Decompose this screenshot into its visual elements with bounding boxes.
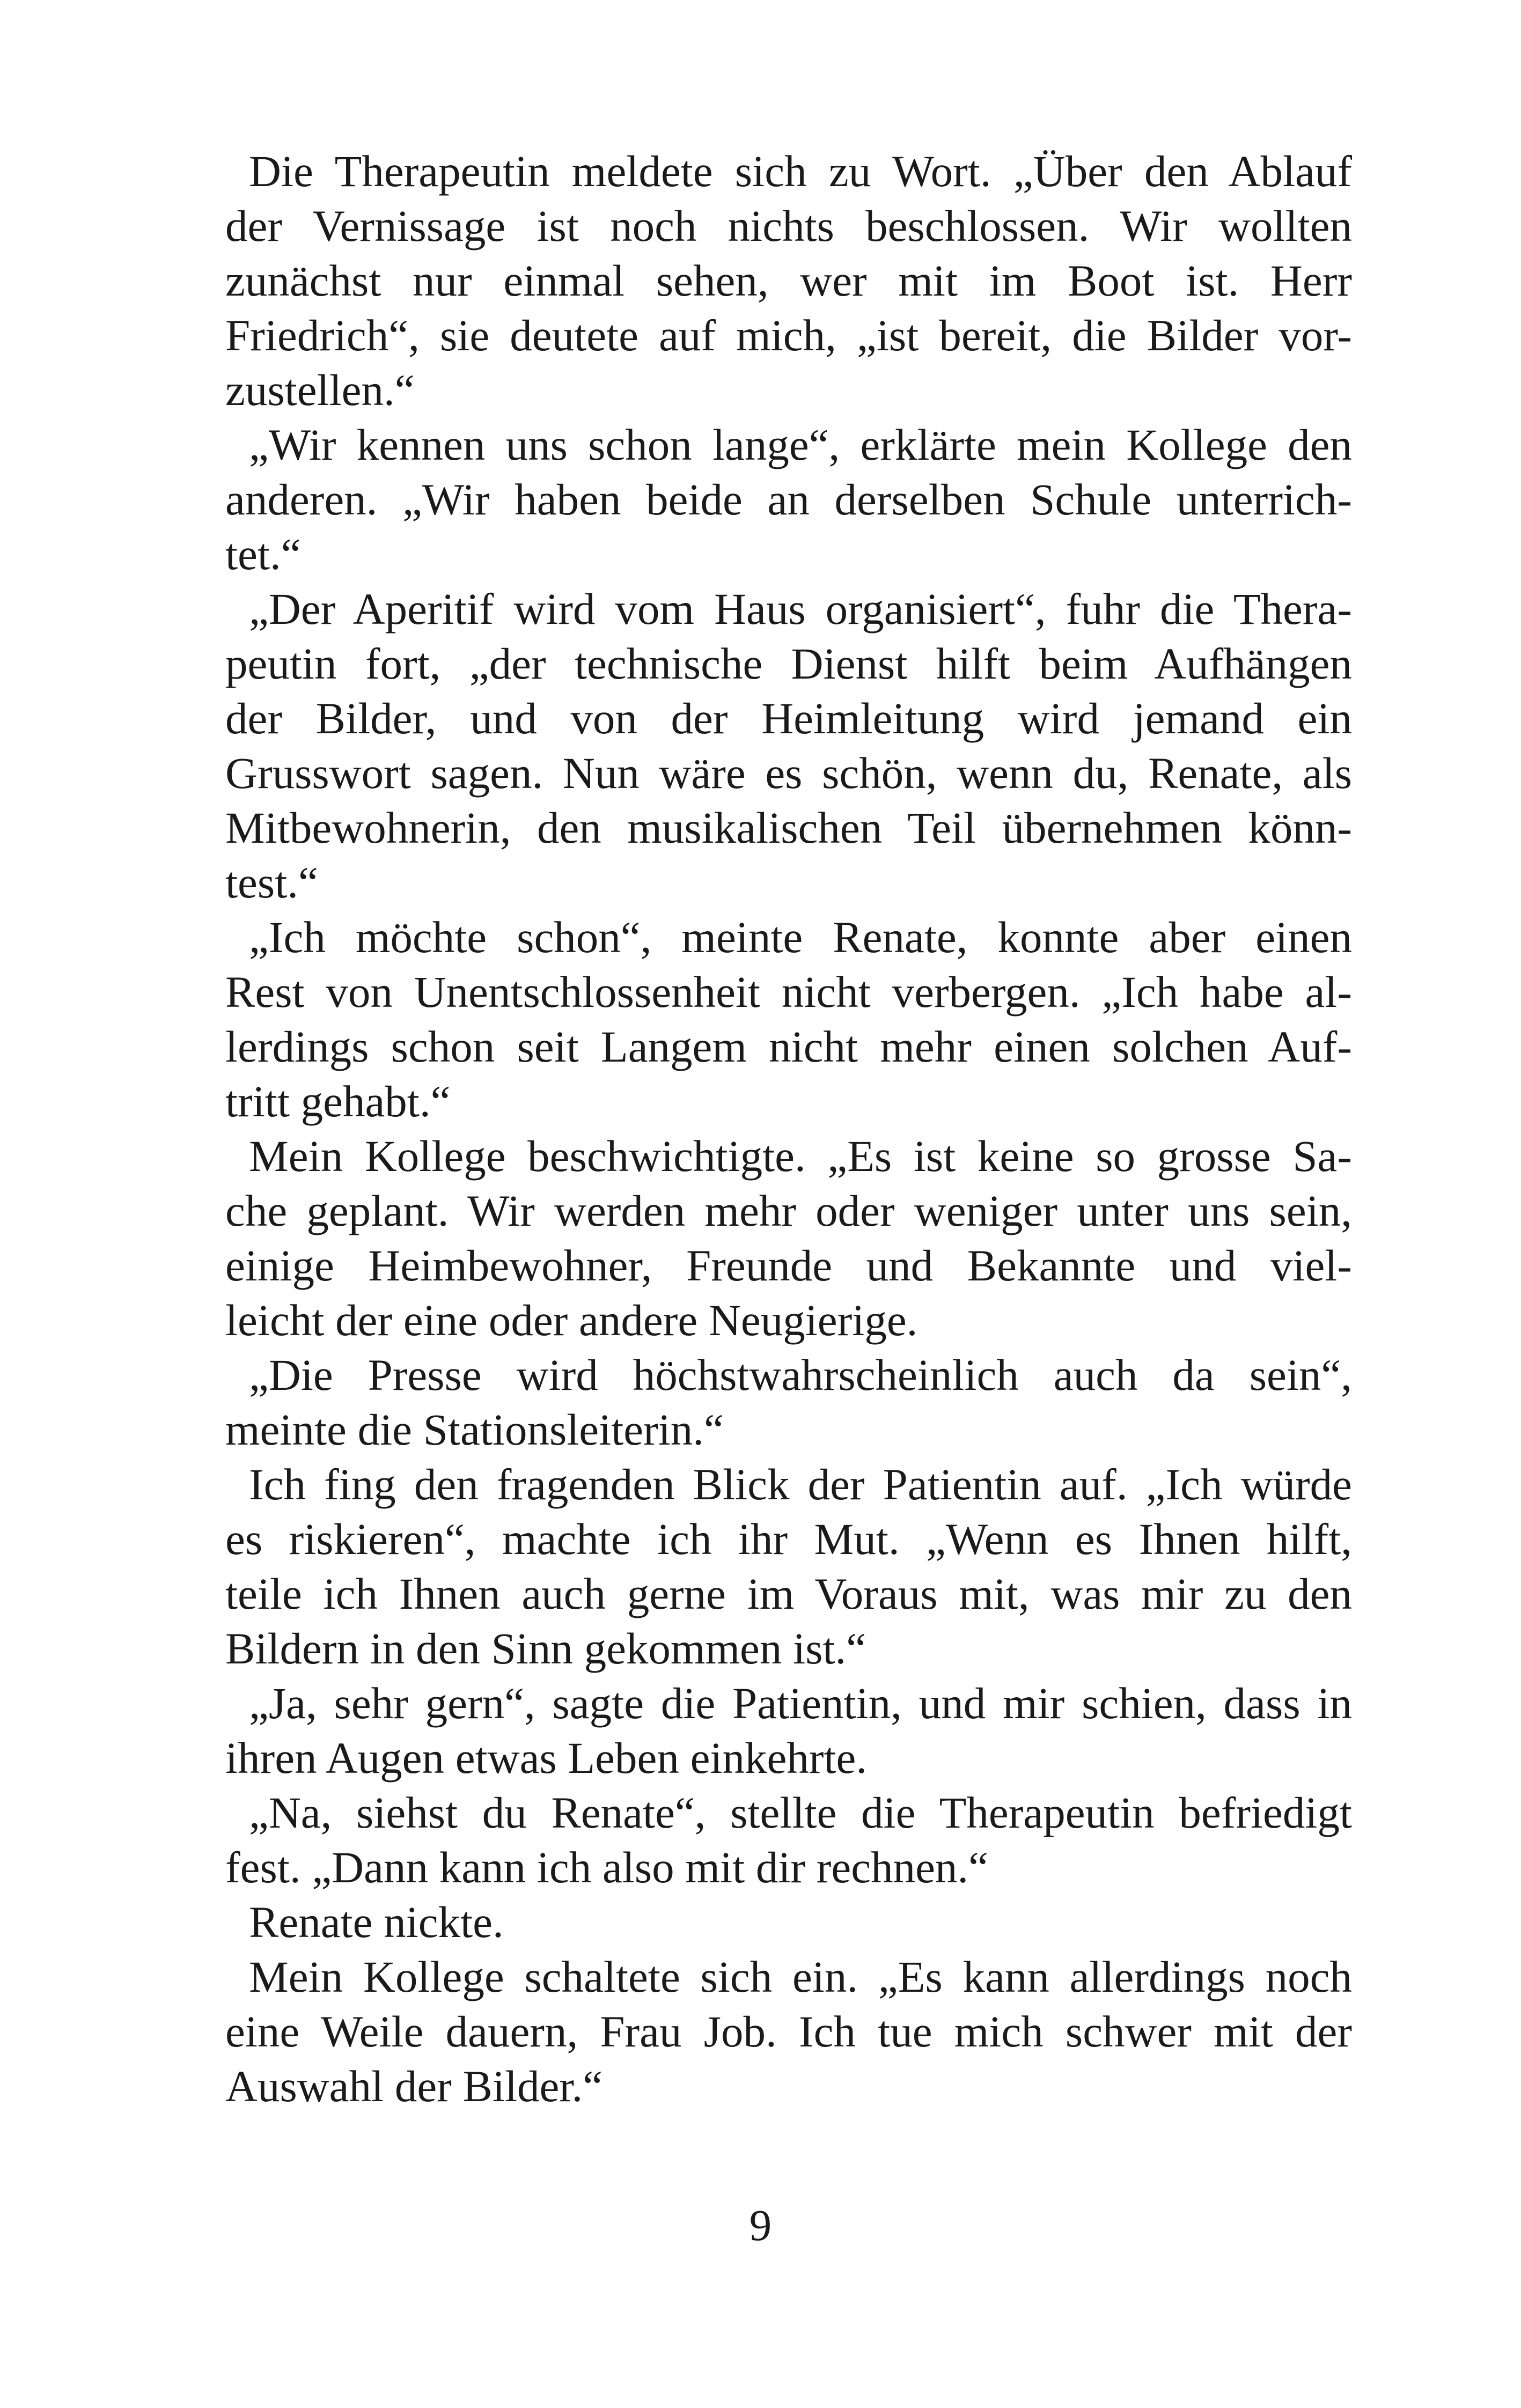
text-line: ihren Augen etwas Leben einkehrte. [225, 1733, 868, 1783]
text-line: „Ja, sehr gern“, sagte die Patientin, und mir schien, dass in [249, 1678, 1352, 1728]
text-line: „Die Presse wird höchstwahrscheinlich auch da sein“, [249, 1350, 1352, 1400]
page-number: 9 [749, 2200, 772, 2250]
text-line: tet.“ [225, 529, 301, 579]
text-line: meinte die Stationsleiterin.“ [225, 1405, 724, 1454]
text-line: leicht der eine oder andere Neugierige. [225, 1295, 918, 1345]
text-line: „Ich möchte schon“, meinte Renate, konnte aber einen [249, 912, 1352, 962]
text-line: zunächst nur einmal sehen, wer mit im Boot ist. Herr [225, 256, 1352, 305]
body-text [225, 144, 1352, 2114]
text-line: peutin fort, „der technische Dienst hilft beim Aufhängen [225, 639, 1352, 688]
text-line: Mein Kollege schaltete sich ein. „Es kann allerdings noch [249, 1952, 1352, 2001]
text-line: der Bilder, und von der Heimleitung wird jemand ein [225, 694, 1352, 743]
text-line: Auswahl der Bilder.“ [225, 2061, 603, 2111]
text-line: Ich fing den fragenden Blick der Patientin auf. „Ich würde [249, 1460, 1352, 1509]
text-line: test.“ [225, 858, 318, 907]
text-line: teile ich Ihnen auch gerne im Voraus mit, was mir zu den [225, 1569, 1352, 1618]
text-line: che geplant. Wir werden mehr oder weniger unter uns sein, [225, 1186, 1352, 1235]
text-line: der Vernissage ist noch nichts beschlossen. Wir wollten [225, 201, 1352, 251]
text-line: „Na, siehst du Renate“, stellte die Therapeutin befriedigt [249, 1788, 1352, 1837]
text-line: eine Weile dauern, Frau Job. Ich tue mich schwer mit der [225, 2007, 1352, 2056]
text-line: fest. „Dann kann ich also mit dir rechnen.“ [225, 1843, 989, 1892]
text-line: lerdings schon seit Langem nicht mehr einen solchen Auf- [225, 1022, 1352, 1071]
text-line: anderen. „Wir haben beide an derselben Schule unterrich- [225, 475, 1352, 524]
text-line: tritt gehabt.“ [225, 1077, 451, 1126]
text-line: Friedrich“, sie deutete auf mich, „ist bereit, die Bilder vor- [225, 311, 1352, 360]
text-line: zustellen.“ [225, 365, 415, 415]
text-line: Renate nickte. [249, 1897, 504, 1947]
text-line: „Der Aperitif wird vom Haus organisiert“, fuhr die Thera- [249, 584, 1352, 634]
text-line: es riskieren“, machte ich ihr Mut. „Wenn es Ihnen hilft, [225, 1514, 1352, 1564]
text-line: Grusswort sagen. Nun wäre es schön, wenn du, Renate, als [225, 748, 1352, 798]
text-line: Die Therapeutin meldete sich zu Wort. „Über den Ablauf [249, 146, 1352, 196]
text-line: einige Heimbewohner, Freunde und Bekannte und viel- [225, 1241, 1352, 1290]
text-line: Rest von Unentschlossenheit nicht verbergen. „Ich habe al- [225, 967, 1352, 1017]
text-line: Bildern in den Sinn gekommen ist.“ [225, 1624, 866, 1673]
text-line: „Wir kennen uns schon lange“, erklärte mein Kollege den [249, 420, 1352, 469]
text-line: Mitbewohnerin, den musikalischen Teil übernehmen könn- [225, 803, 1352, 852]
text-line: Mein Kollege beschwichtigte. „Es ist keine so grosse Sa- [249, 1131, 1352, 1181]
